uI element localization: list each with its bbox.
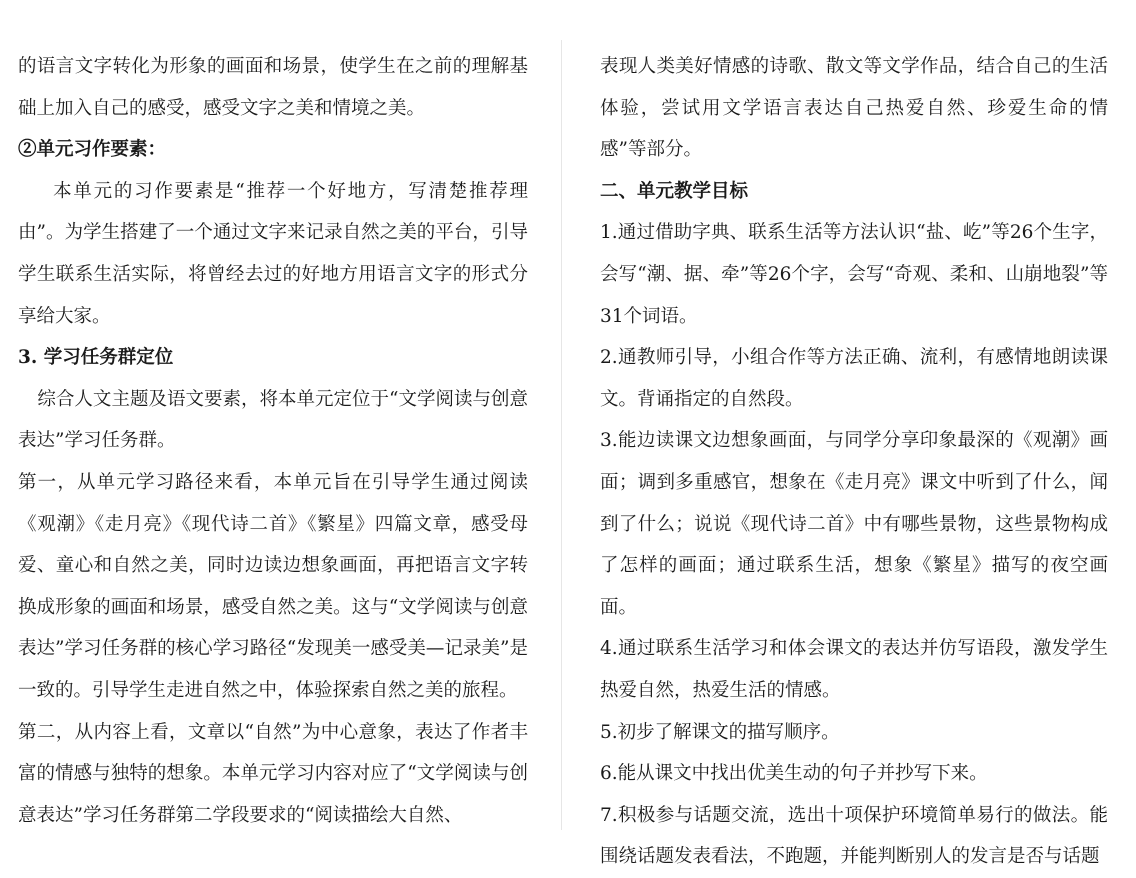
goal-item-2: 2.通教师引导，小组合作等方法正确、流利，有感情地朗读课文。背诵指定的自然段。 [600,347,1108,410]
right-column [600,46,1108,878]
goal-item-1: 1.通过借助字典、联系生活等方法认识“盐、屹”等26个生字，会写“潮、据、牵”等26个字，会写“奇观、柔和、山崩地裂”等31个词语。 [600,222,1108,327]
paragraph-reading-element-tail: 的语言文字转化为形象的画面和场景，使学生在之前的理解基础上加入自己的感受，感受文字之美和情境之美。 [18,56,528,119]
goal-item-5: 5.初步了解课文的描写顺序。 [600,721,840,743]
goal-item-3: 3.能边读课文边想象画面，与同学分享印象最深的《观潮》画面；调到多重感官，想象在《走月亮》课文中听到了什么，闻到了什么；说说《现代诗二首》中有哪些景物，这些景物构成了怎样的画面；通过联系生活，想象《繁星》描写的夜空画面。 [600,430,1108,618]
goal-item-6: 6.能从课文中找出优美生动的句子并抄写下来。 [600,763,988,785]
heading-writing-element: ②单元习作要素： [18,139,167,161]
paragraph-content: 第二，从内容上看，文章以“自然”为中心意象，表达了作者丰富的情感与独特的想象。本单元学习内容对应了“文学阅读与创意表达”学习任务群第二学段要求的“阅读描绘大自然、 [18,721,528,826]
heading-teaching-goals: 二、单元教学目标 [600,180,749,202]
column-divider [561,40,562,830]
left-column [18,46,528,836]
heading-task-group: 3. 学习任务群定位 [18,347,174,369]
goal-item-7: 7.积极参与话题交流，选出十项保护环境简单易行的做法。能围绕话题发表看法，不跑题，并能判断别人的发言是否与话题 [600,804,1108,868]
paragraph-learning-path: 第一，从单元学习路径来看，本单元旨在引导学生通过阅读《观潮》《走月亮》《现代诗二首》《繁星》四篇文章，感受母爱、童心和自然之美，同时边读边想象画面，再把语言文字转换成形象的画面和场景，感受自然之美。这与“文学阅读与创意表达”学习任务群的核心学习路径“发现美一感受美—记录美”是一致的。引导学生走进自然之中，体验探索自然之美的旅程。 [18,471,528,701]
paragraph-writing-element: 本单元的习作要素是“推荐一个好地方，写清楚推荐理由”。为学生搭建了一个通过文字来记录自然之美的平台，引导学生联系生活实际，将曾经去过的好地方用语言文字的形式分享给大家。 [18,180,528,327]
goal-item-4: 4.通过联系生活学习和体会课文的表达并仿写语段，激发学生热爱自然，热爱生活的情感。 [600,638,1108,701]
paragraph-content-continued: 表现人类美好情感的诗歌、散文等文学作品，结合自己的生活体验，尝试用文学语言表达自己热爱自然、珍爱生命的情感”等部分。 [600,56,1108,161]
paragraph-task-group-intro: 综合人文主题及语文要素，将本单元定位于“文学阅读与创意表达”学习任务群。 [18,388,528,452]
